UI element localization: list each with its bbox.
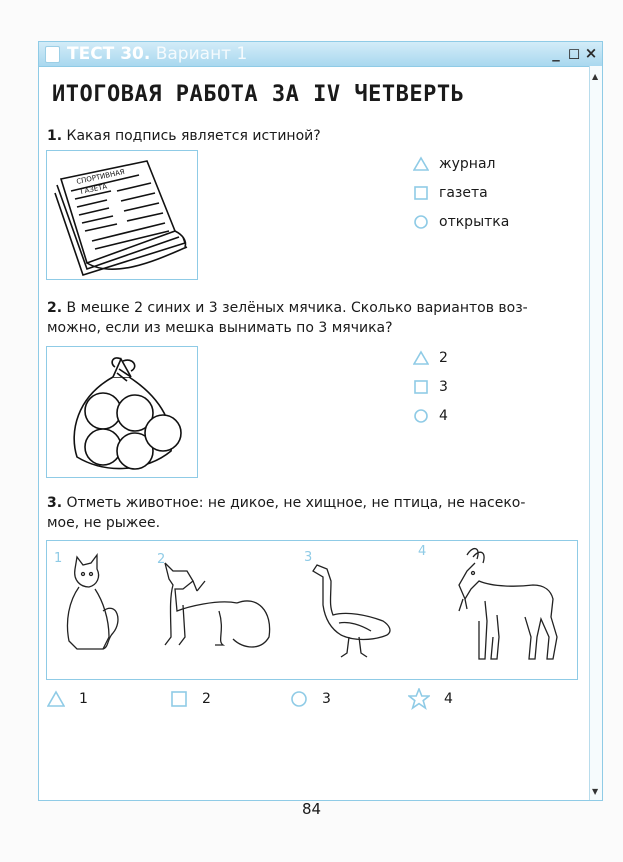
page-number: 84 — [301, 800, 322, 818]
vertical-scrollbar[interactable] — [589, 66, 602, 800]
option-label: 4 — [439, 408, 448, 424]
newspaper-icon — [47, 151, 197, 279]
q2-option-3[interactable] — [413, 408, 448, 424]
newspaper-label-line2: ГАЗЕТА — [79, 182, 108, 196]
animal-number-1: 1 — [54, 551, 63, 566]
option-label: журнал — [439, 156, 496, 172]
close-button[interactable]: × — [584, 44, 598, 62]
fox-icon — [165, 563, 270, 647]
goose-icon — [313, 565, 390, 657]
square-icon — [413, 379, 429, 395]
option-label: 2 — [439, 350, 448, 366]
q3-option-1[interactable] — [47, 690, 88, 708]
q3-option-3[interactable] — [290, 690, 331, 708]
cat-icon — [67, 555, 117, 649]
option-label: 2 — [202, 691, 211, 707]
star-icon — [408, 688, 430, 710]
question-3-text: 3. Отметь животное: не дикое, не хищное, не птица, не насеко- мое, не рыжее. — [47, 495, 526, 531]
triangle-icon — [413, 350, 429, 366]
circle-icon — [290, 690, 308, 708]
window-icon — [45, 46, 60, 63]
newspaper-label-line1: СПОРТИВНАЯ — [75, 167, 126, 186]
triangle-icon — [413, 156, 429, 172]
q2-option-1[interactable] — [413, 350, 448, 366]
maximize-button[interactable]: ◻ — [567, 44, 581, 62]
option-label: газета — [439, 185, 488, 201]
page-heading: ИТОГОВАЯ РАБОТА ЗА IV ЧЕТВЕРТЬ — [52, 82, 465, 107]
square-icon — [413, 185, 429, 201]
option-label: 1 — [79, 691, 88, 707]
ball-bag-icon — [47, 347, 197, 477]
q3-option-2[interactable] — [170, 690, 211, 708]
q1-option-1[interactable] — [413, 156, 495, 172]
scroll-down-icon[interactable]: ▼ — [592, 787, 599, 796]
option-label: 3 — [322, 691, 331, 707]
newspaper-image — [46, 150, 198, 280]
q1-option-3[interactable] — [413, 214, 509, 230]
q1-option-2[interactable] — [413, 185, 488, 201]
q3-option-4[interactable] — [408, 688, 453, 710]
goat-icon — [459, 549, 557, 659]
q2-option-2[interactable] — [413, 379, 448, 395]
animal-number-4: 4 — [418, 544, 427, 559]
circle-icon — [413, 408, 429, 424]
option-label: открытка — [439, 214, 510, 230]
minimize-button[interactable]: _ — [552, 44, 560, 62]
scroll-up-icon[interactable]: ▲ — [592, 72, 599, 81]
question-1-text: 1. Какая подпись является истиной? — [47, 128, 321, 144]
animal-number-2: 2 — [157, 552, 166, 567]
square-icon — [170, 690, 188, 708]
ball-bag-image — [46, 346, 198, 478]
option-label: 4 — [444, 691, 453, 707]
triangle-icon — [47, 690, 65, 708]
window-title: ТЕСТ 30. Вариант 1 — [67, 44, 248, 64]
question-2-text: 2. В мешке 2 синих и 3 зелёных мячика. Сколько вариантов воз- можно, если из мешка вынимать по 3 мячика? — [47, 300, 528, 336]
animal-number-3: 3 — [304, 550, 313, 565]
title-bar — [39, 42, 602, 67]
option-label: 3 — [439, 379, 448, 395]
circle-icon — [413, 214, 429, 230]
